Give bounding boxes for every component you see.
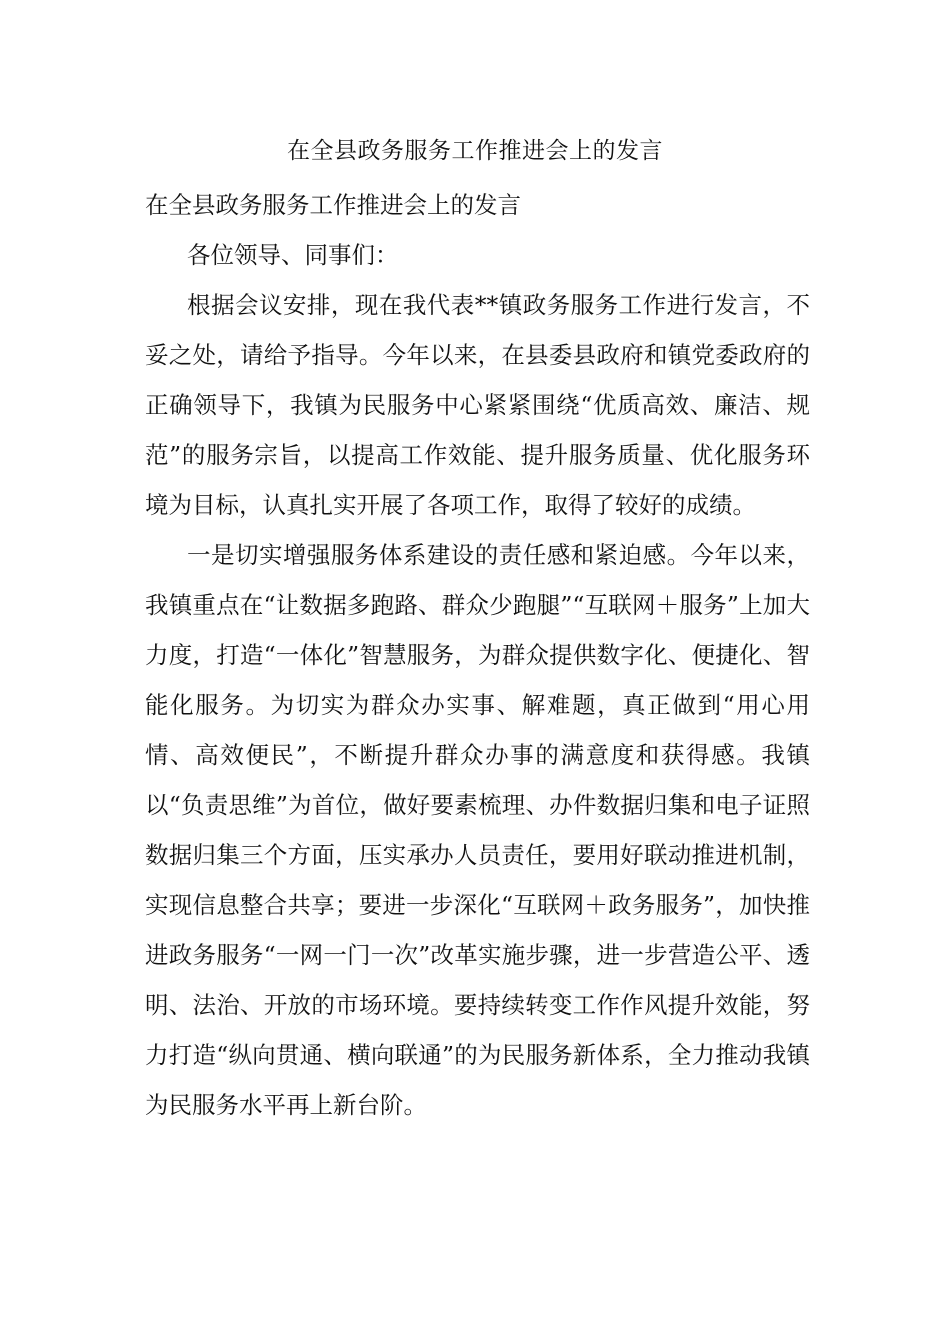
section-one-paragraph: 一是切实增强服务体系建设的责任感和紧迫感。今年以来，我镇重点在“让数据多跑路、群众少跑腿”“互联网＋服务”上加大力度，打造“一体化”智慧服务，为群众提供数字化、便捷化、智能化服务。为切实为群众办实事、解难题，真正做到“用心用情、高效便民”，不断提升群众办事的满意度和获得感。我镇以“负责思维”为首位，做好要素梳理、办件数据归集和电子证照数据归集三个方面，压实承办人员责任，要用好联动推进机制，实现信息整合共享；要进一步深化“互联网＋政务服务”，加快推进政务服务“一网一门一次”改革实施步骤，进一步营造公平、透明、法治、开放的市场环境。要持续转变工作作风提升效能，努力打造“纵向贯通、横向联通”的为民服务新体系，全力推动我镇为民服务水平再上新台阶。 — [145, 541, 810, 1119]
document-body — [145, 180, 810, 1130]
salutation-paragraph: 各位领导、同事们： — [187, 241, 399, 269]
repeated-title-paragraph: 在全县政务服务工作推进会上的发言 — [145, 191, 521, 219]
intro-paragraph: 根据会议安排，现在我代表**镇政务服务工作进行发言，不妥之处，请给予指导。今年以来，在县委县政府和镇党委政府的正确领导下，我镇为民服务中心紧紧围绕“优质高效、廉洁、规范”的服务宗旨，以提高工作效能、提升服务质量、优化服务环境为目标，认真扎实开展了各项工作，取得了较好的成绩。 — [145, 291, 810, 519]
document-title: 在全县政务服务工作推进会上的发言 — [287, 138, 663, 164]
